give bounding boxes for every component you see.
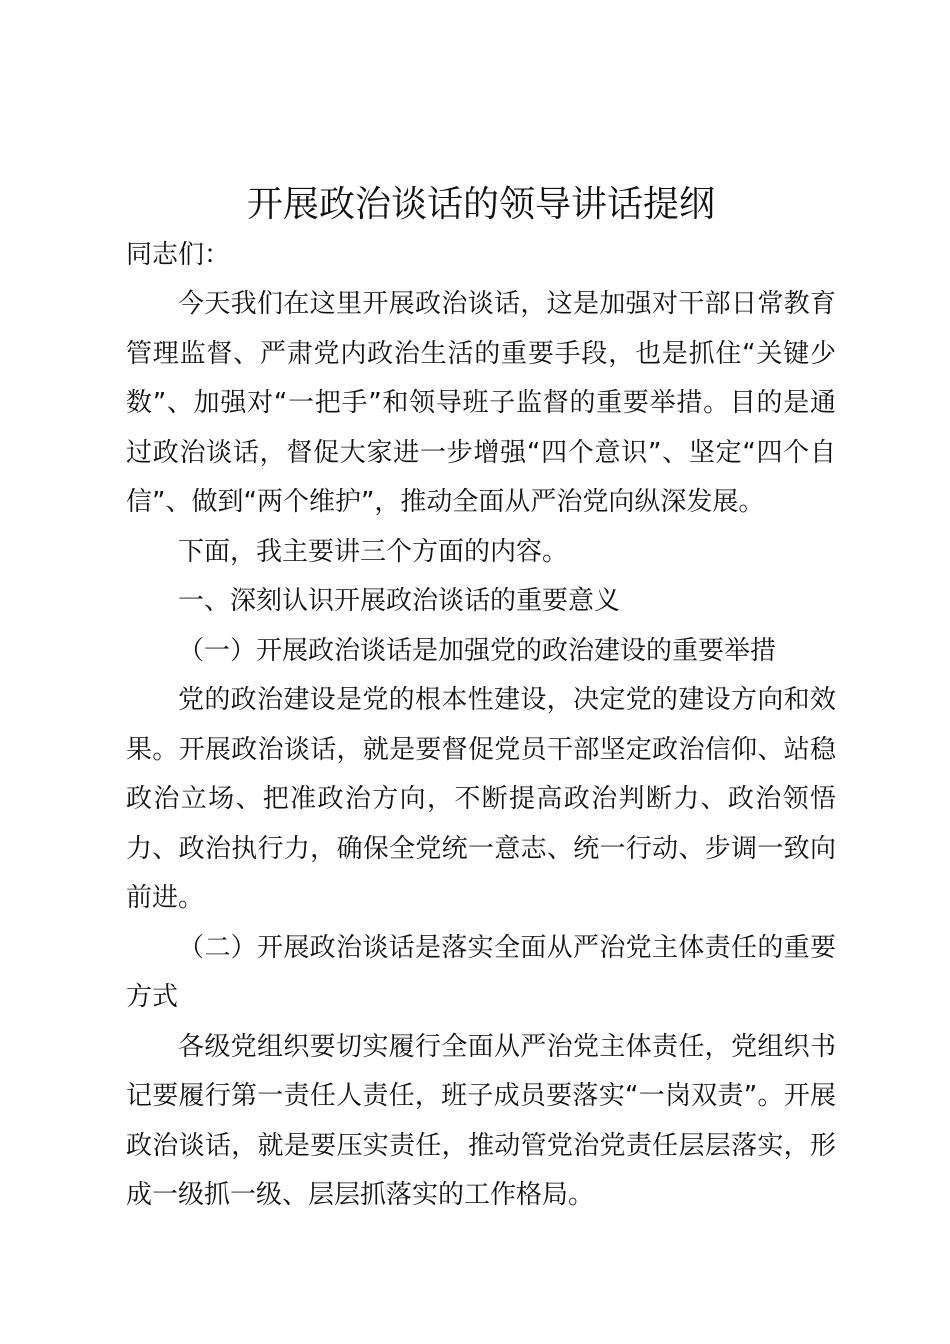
document-title: 开展政治谈话的领导讲话提纲 bbox=[246, 184, 715, 225]
subsection-heading-2: （二）开展政治谈话是落实全面从严治党主体责任的重要方式 bbox=[126, 932, 836, 1012]
subsection-heading-1: （一）开展政治谈话是加强党的政治建设的重要举措 bbox=[178, 635, 777, 666]
paragraph-responsibility: 各级党组织要切实履行全面从严治党主体责任，党组织书记要履行第一责任人责任，班子成员要落实“一岗双责”。开展政治谈话，就是要压实责任，推动管党治党责任层层落实，形成一级抓一级、层层抓落实的工作格局。 bbox=[126, 1031, 836, 1210]
paragraph-outline: 下面，我主要讲三个方面的内容。 bbox=[178, 536, 569, 567]
paragraph-intro: 今天我们在这里开展政治谈话，这是加强对干部日常教育管理监督、严肃党内政治生活的重要手段，也是抓住“关键少数”、加强对“一把手”和领导班子监督的重要举措。目的是通过政治谈话，督促大家进一步增强“四个意识”、坚定“四个自信”、做到“两个维护”，推动全面从严治党向纵深发展。 bbox=[126, 289, 836, 517]
section-heading-1: 一、深刻认识开展政治谈话的重要意义 bbox=[178, 586, 621, 616]
document-body bbox=[126, 180, 836, 1221]
paragraph-political-construction: 党的政治建设是党的根本性建设，决定党的建设方向和效果。开展政治谈话，就是要督促党员干部坚定政治信仰、站稳政治立场、把准政治方向，不断提高政治判断力、政治领悟力、政治执行力，确保全党统一意志、统一行动、步调一致向前进。 bbox=[126, 685, 836, 913]
salutation: 同志们： bbox=[126, 240, 231, 270]
